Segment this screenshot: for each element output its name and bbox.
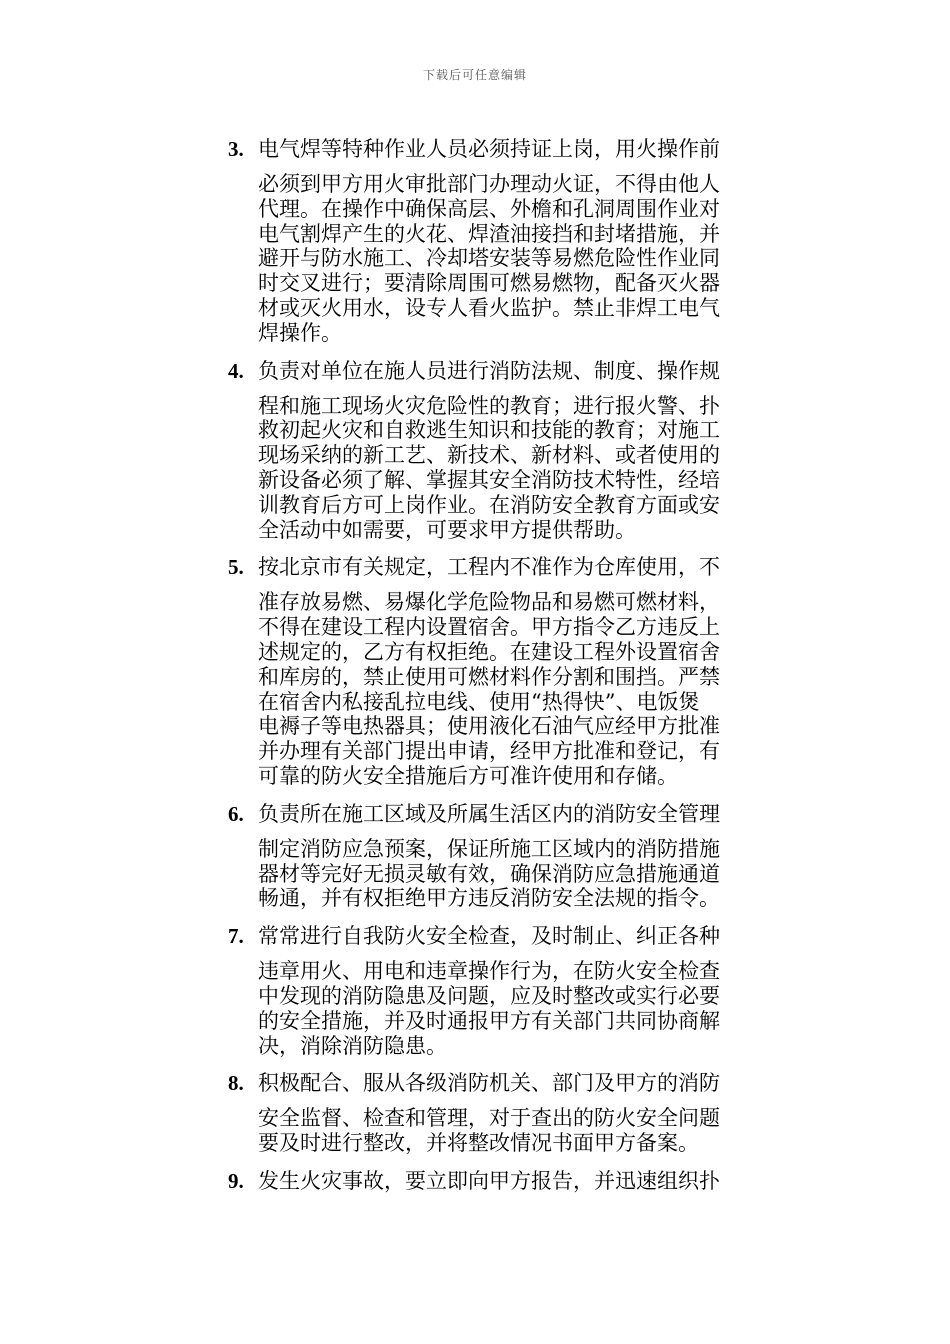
item-continuation-text: 安全监督、检查和管理，对于查出的防火安全问题 要及时进行整改，并将整改情况书面甲方备案。 [258,1106,720,1156]
item-first-line [228,797,818,831]
item-continuation-text: 程和施工现场火灾危险性的教育；进行报火警、扑 救初起火灾和自救逃生知识和技能的教育；对施工 现场采纳的新工艺、新技术、新材料、或者使用的 新设备必须了解、掌握其安全消防技术特性，经培 训教育后方可上岗作业。在消防安全教育方面或安 全活动中如需要，可要求甲方提供帮助。 [258,393,720,542]
list-item [228,919,818,1058]
item-continuation-text: 必须到甲方用火审批部门办理动火证，不得由他人 代理。在操作中确保高层、外檐和孔洞周围作业对 电气割焊产生的火花、焊渣油接挡和封堵措施，并 避开与防水施工、冷却塔安装等易燃危险性作业同 时交叉进行；要清除周围可燃易燃物，配备灭火器 材或灭火用水，设专人看火监护。禁止非焊工电气 焊操作。 [258,172,720,345]
item-lead-text: 按北京市有关规定，工程内不准作为仓库使用，不 [258,555,720,580]
item-first-line [228,919,818,953]
item-number: 5. [228,555,244,580]
item-lead-text: 常常进行自我防火安全检查，及时制止、纠正各种 [258,924,720,949]
list-item [228,1164,818,1198]
item-continuation-text: 制定消防应急预案，保证所施工区域内的消防措施 器材等完好无损灵敏有效，确保消防应急措施通道 畅通，并有权拒绝甲方违反消防安全法规的指令。 [258,836,720,911]
item-lead-text: 负责对单位在施人员进行消防法规、制度、操作规 [258,358,720,383]
item-first-line [228,132,818,166]
item-number: 3. [228,137,244,161]
item-lead-text: 发生火灾事故，要立即向甲方报告，并迅速组织扑 [258,1168,720,1193]
list-item [228,1066,818,1156]
item-number: 6. [228,801,244,826]
item-continuation-text: 准存放易燃、易爆化学危险物品和易燃可燃材料， 不得在建设工程内设置宿舍。甲方指令乙方违反上 述规定的，乙方有权拒绝。在建设工程外设置宿舍 和库房的，禁止使用可燃材料作分割和围挡。严禁 在宿舍内私接乱拉电线、使用“热得快”、电饭煲 电褥子等电热器具；使用液化石油气应经甲方批准 并办理有关部门提出申请，经甲方批准和登记，有 可靠的防火安全措施后方可准许使用和存储。 [258,590,720,788]
numbered-list [228,132,818,1206]
list-item [228,132,818,346]
item-number: 4. [228,358,244,383]
item-first-line [228,1164,818,1198]
item-number: 9. [228,1168,244,1193]
item-continuation-text: 违章用火、用电和违章操作行为，在防火安全检查 中发现的消防隐患及问题，应及时整改或实行必要 的安全措施，并及时通报甲方有关部门共同协商解 决，消除消防隐患。 [258,959,720,1058]
list-item [228,797,818,911]
item-first-line [228,1066,818,1100]
list-item [228,354,818,543]
item-lead-text: 积极配合、服从各级消防机关、部门及甲方的消防 [258,1071,720,1096]
item-first-line [228,354,818,388]
list-item [228,550,818,788]
item-number: 8. [228,1071,244,1096]
page-header: 下载后可任意编辑 [422,68,527,82]
item-first-line [228,550,818,584]
item-lead-text: 电气焊等特种作业人员必须持证上岗，用火操作前 [258,137,720,161]
item-number: 7. [228,924,244,949]
item-lead-text: 负责所在施工区域及所属生活区内的消防安全管理 [258,801,720,826]
